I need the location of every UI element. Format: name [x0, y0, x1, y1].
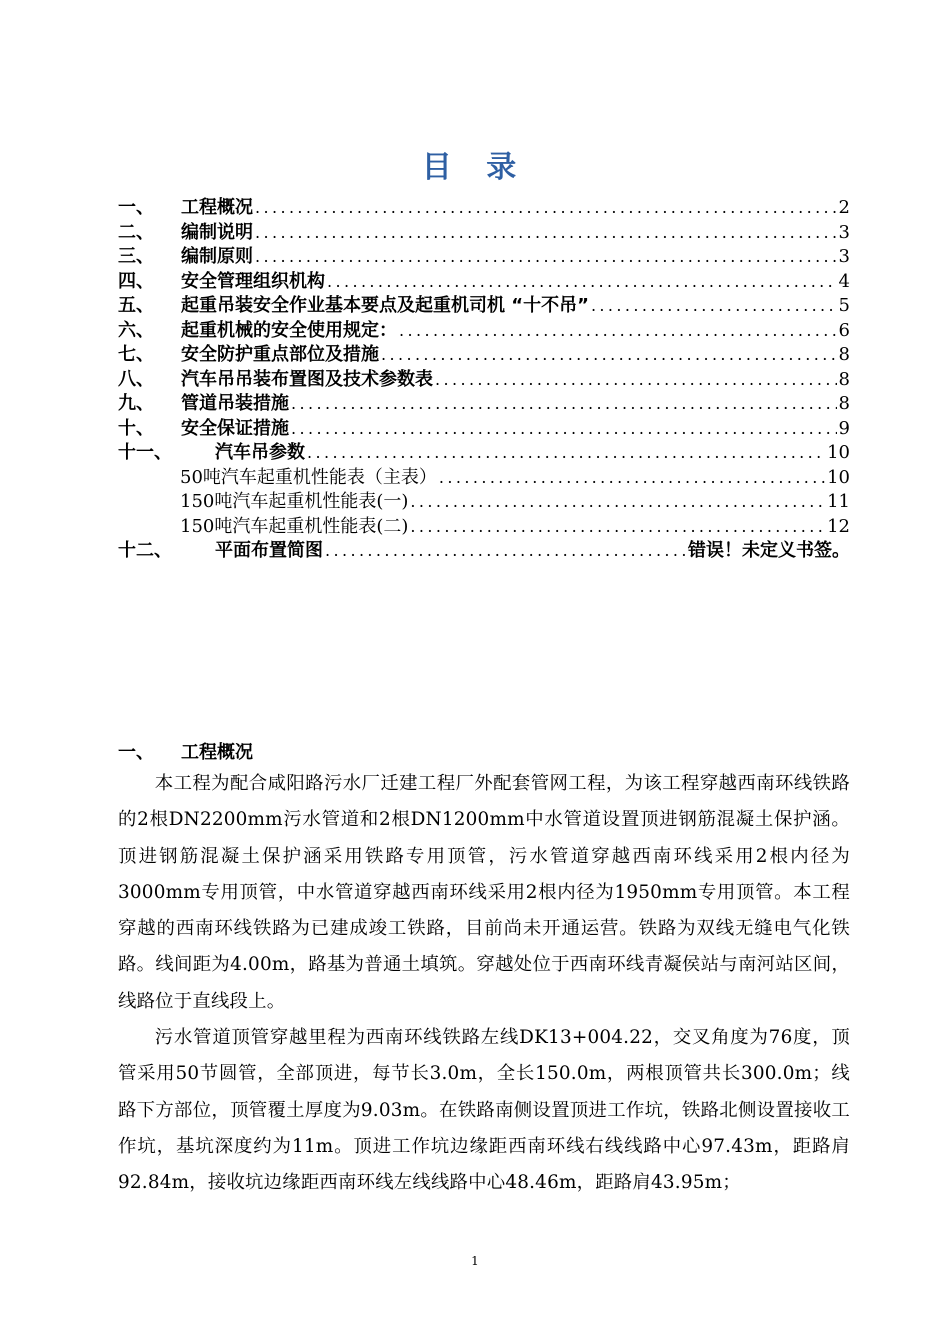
toc-leader-dots [591, 294, 837, 319]
toc-leader-dots [255, 196, 837, 221]
toc-entry[interactable] [118, 392, 850, 417]
toc-entry[interactable] [118, 343, 850, 368]
toc-entry-label: 平面布置简图 [215, 540, 323, 561]
toc-entry[interactable] [118, 441, 850, 466]
toc-entry-number: 七、 [118, 344, 154, 365]
toc-leader-dots [327, 270, 837, 295]
toc-entry-number: 四、 [118, 270, 154, 292]
toc-entry[interactable] [118, 368, 850, 393]
toc-entry-label: 编制原则 [181, 246, 253, 267]
toc-entry-label: 汽车吊参数 [215, 442, 305, 463]
toc-entry-page-error: 错误！未定义书签。 [688, 540, 850, 561]
toc-leader-dots [410, 515, 825, 540]
toc-leader-dots [381, 343, 837, 368]
section-title: 工程概况 [181, 742, 253, 763]
toc-entry-number: 十、 [118, 417, 154, 439]
toc-entry-page: 3 [838, 246, 850, 267]
toc-leader-dots [255, 245, 837, 270]
toc-entry-page: 5 [838, 295, 850, 316]
toc-leader-dots [255, 221, 837, 246]
toc-entry[interactable] [118, 196, 850, 221]
toc-entry-page: 4 [838, 270, 850, 292]
toc-entry-page: 10 [827, 442, 850, 463]
toc-entry-label: 150吨汽车起重机性能表(二) [180, 515, 409, 537]
toc-entry-label: 安全管理组织机构 [181, 270, 325, 292]
toc-leader-dots [439, 466, 825, 491]
toc-subentry[interactable] [118, 515, 850, 540]
toc-entry-label: 起重吊装安全作业基本要点及起重机司机 “十不吊” [181, 295, 589, 316]
toc-entry-number: 十二、 [118, 540, 172, 561]
section-heading [118, 740, 850, 766]
toc-entry-label: 起重机械的安全使用规定： [181, 319, 397, 341]
toc-entry-label: 汽车吊吊装布置图及技术参数表 [181, 368, 433, 390]
toc-leader-dots [399, 319, 837, 344]
toc-entry-page: 8 [838, 393, 850, 414]
toc-entry-label: 50吨汽车起重机性能表（主表） [180, 466, 437, 488]
toc-entry-page: 11 [827, 491, 850, 512]
body-paragraph: 本工程为配合咸阳路污水厂迁建工程厂外配套管网工程，为该工程穿越西南环线铁路的2根DN2200mm污水管道和2根DN1200mm中水管道设置顶进钢筋混凝土保护涵。顶进钢筋混凝土保护涵采用铁路专用顶管，污水管道穿越西南环线采用2根内径为3000mm专用顶管，中水管道穿越西南环线采用2根内径为1950mm专用顶管。本工程穿越的西南环线铁路为已建成竣工铁路，目前尚未开通运营。铁路为双线无缝电气化铁路。线间距为4.00m，路基为普通土填筑。穿越处位于西南环线青凝侯站与南河站区间，线路位于直线段上。 [118, 773, 850, 1012]
toc-entry-page: 6 [838, 319, 850, 341]
toc-entry[interactable] [118, 245, 850, 270]
toc-entry-page: 2 [838, 197, 850, 218]
toc-entry-page: 8 [838, 344, 850, 365]
toc-leader-dots [291, 417, 837, 442]
toc-entry[interactable] [118, 270, 850, 295]
toc-entry[interactable] [118, 539, 850, 564]
toc-leader-dots [307, 441, 825, 466]
toc-entry[interactable] [118, 319, 850, 344]
toc-subentry[interactable] [118, 466, 850, 491]
toc-entry-page: 3 [838, 221, 850, 243]
toc-entry[interactable] [118, 417, 850, 442]
toc-entry-label: 工程概况 [181, 197, 253, 218]
toc-entry[interactable] [118, 294, 850, 319]
toc-entry-label: 安全保证措施 [181, 417, 289, 439]
toc-entry-label: 管道吊装措施 [181, 393, 289, 414]
body-paragraph: 污水管道顶管穿越里程为西南环线铁路左线DK13+004.22，交叉角度为76度，顶管采用50节圆管，全部顶进，每节长3.0m，全长150.0m，两根顶管共长300.0m；线路下方部位，顶管覆土厚度为9.03m。在铁路南侧设置顶进工作坑，铁路北侧设置接收工作坑，基坑深度约为11m。顶进工作坑边缘距西南环线右线线路中心97.43m，距路肩92.84m，接收坑边缘距西南环线左线线路中心48.46m，距路肩43.95m； [118, 1027, 850, 1194]
toc-entry-label: 150吨汽车起重机性能表(一) [180, 491, 409, 512]
page-number: 1 [471, 1254, 479, 1268]
toc-entry-number: 三、 [118, 246, 154, 267]
toc-entry-label: 编制说明 [181, 221, 253, 243]
toc-leader-dots [325, 539, 686, 564]
toc-leader-dots [291, 392, 837, 417]
toc-entry-number: 一、 [118, 197, 154, 218]
toc-entry-number: 二、 [118, 221, 154, 243]
toc-entry-page: 10 [827, 466, 850, 488]
toc-entry-page: 12 [827, 515, 850, 537]
toc-subentry[interactable] [118, 490, 850, 515]
toc-entry-page: 9 [838, 417, 850, 439]
toc-entry-number: 九、 [118, 393, 154, 414]
toc-entry[interactable] [118, 221, 850, 246]
toc-leader-dots [410, 490, 825, 515]
toc-entry-number: 五、 [118, 295, 154, 316]
toc-entry-number: 八、 [118, 368, 154, 390]
toc-leader-dots [435, 368, 837, 393]
section-project-overview [118, 740, 850, 1202]
toc-entry-number: 六、 [118, 319, 154, 341]
toc-entry-label: 安全防护重点部位及措施 [181, 344, 379, 365]
table-of-contents [118, 196, 850, 564]
section-number: 一、 [118, 742, 154, 763]
toc-title: 目 录 [421, 150, 529, 185]
toc-entry-page: 8 [838, 368, 850, 390]
toc-entry-number: 十一、 [118, 442, 172, 463]
